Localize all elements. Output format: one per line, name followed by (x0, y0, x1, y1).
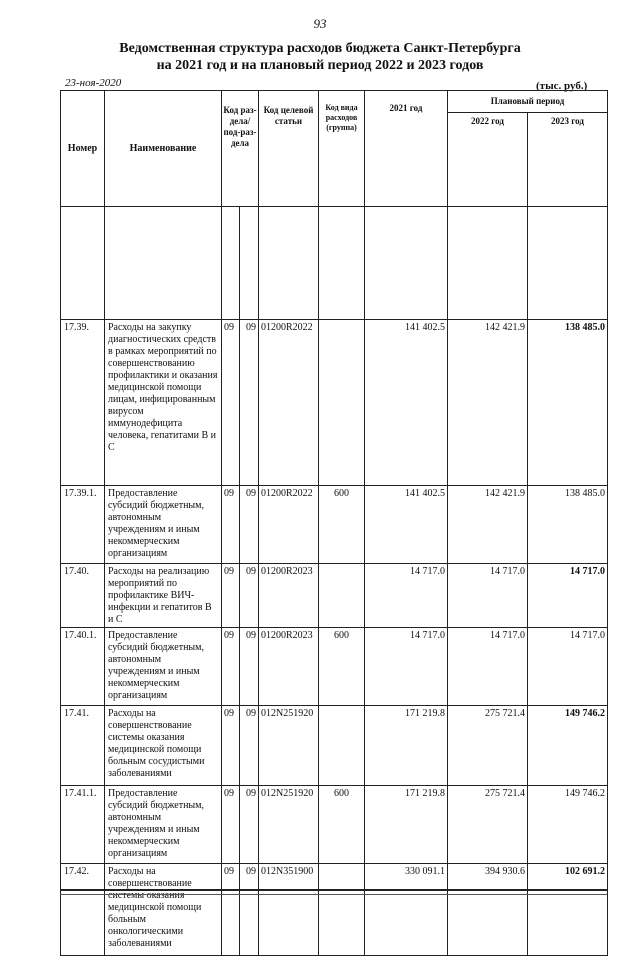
row-number: 17.42. (61, 864, 105, 956)
table-row (61, 564, 608, 628)
row-target-code: 012N251920 (259, 786, 319, 864)
row-amount-2021: 171 219.8 (365, 706, 448, 786)
row-expense-type (319, 320, 365, 486)
units-label: (тыс. руб.) (536, 80, 588, 92)
row-razdel: 09 (222, 564, 240, 628)
footer-rule-thick (60, 889, 607, 891)
row-razdel: 09 (222, 706, 240, 786)
row-expense-type (319, 706, 365, 786)
row-amount-2023: 138 485.0 (528, 486, 608, 564)
row-podrazdel: 09 (240, 628, 259, 706)
row-target-code: 01200R2023 (259, 628, 319, 706)
footer-rule-thin (60, 894, 607, 895)
row-name: Предоставление субсидий бюджетным, автономным учреждениям и иным некоммерческим организациям (105, 786, 222, 864)
row-razdel: 09 (222, 486, 240, 564)
row-name: Расходы на закупку диагностических средств в рамках мероприятий по совершенствованию профилактики и оказания медицинской помощи лицам, инфицированным вирусом иммунодефицита человека, гепатитами B и C (105, 320, 222, 486)
row-razdel: 09 (222, 864, 240, 956)
table-row (61, 706, 608, 786)
row-amount-2023: 138 485.0 (528, 320, 608, 486)
table-row (61, 486, 608, 564)
row-target-code: 01200R2022 (259, 486, 319, 564)
row-podrazdel: 09 (240, 486, 259, 564)
table-row (61, 864, 608, 956)
row-podrazdel: 09 (240, 320, 259, 486)
row-expense-type (319, 564, 365, 628)
row-razdel: 09 (222, 786, 240, 864)
header-expense-type-code: Код вида расходов (группа) (319, 91, 365, 207)
row-name: Расходы на совершенствование системы оказания медицинской помощи больным онкологическими заболеваниями (105, 864, 222, 956)
row-amount-2022: 275 721.4 (448, 706, 528, 786)
row-target-code: 012N251920 (259, 706, 319, 786)
row-number: 17.41. (61, 706, 105, 786)
spacer-cell (240, 207, 259, 320)
row-name: Предоставление субсидий бюджетным, автономным учреждениям и иным некоммерческим организациям (105, 628, 222, 706)
row-amount-2022: 14 717.0 (448, 628, 528, 706)
table-row (61, 786, 608, 864)
row-podrazdel: 09 (240, 864, 259, 956)
row-amount-2021: 14 717.0 (365, 564, 448, 628)
row-razdel: 09 (222, 320, 240, 486)
header-year-2022: 2022 год (448, 113, 528, 207)
row-number: 17.41.1. (61, 786, 105, 864)
header-planned-period: Плановый период (448, 91, 608, 113)
spacer-cell (222, 207, 240, 320)
table-row (61, 628, 608, 706)
row-amount-2022: 275 721.4 (448, 786, 528, 864)
row-podrazdel: 09 (240, 786, 259, 864)
row-amount-2022: 394 930.6 (448, 864, 528, 956)
header-year-2021: 2021 год (365, 91, 448, 207)
page-number: 93 (313, 16, 327, 31)
row-target-code: 01200R2023 (259, 564, 319, 628)
row-amount-2023: 14 717.0 (528, 564, 608, 628)
spacer-cell (448, 207, 528, 320)
row-name: Расходы на реализацию мероприятий по профилактике ВИЧ-инфекции и гепатитов B и C (105, 564, 222, 628)
document-date: 23-ноя-2020 (65, 77, 122, 89)
row-expense-type (319, 864, 365, 956)
row-expense-type: 600 (319, 486, 365, 564)
row-amount-2021: 141 402.5 (365, 486, 448, 564)
row-razdel: 09 (222, 628, 240, 706)
row-podrazdel: 09 (240, 706, 259, 786)
spacer-cell (105, 207, 222, 320)
spacer-cell (259, 207, 319, 320)
row-expense-type: 600 (319, 786, 365, 864)
row-number: 17.39. (61, 320, 105, 486)
budget-table-wrapper (60, 90, 608, 956)
row-podrazdel: 09 (240, 564, 259, 628)
spacer-cell (365, 207, 448, 320)
row-amount-2021: 171 219.8 (365, 786, 448, 864)
header-target-code: Код целевой статьи (259, 91, 319, 207)
row-number: 17.40.1. (61, 628, 105, 706)
row-amount-2023: 14 717.0 (528, 628, 608, 706)
row-amount-2022: 142 421.9 (448, 320, 528, 486)
header-name: Наименование (105, 91, 222, 207)
budget-table (60, 90, 608, 956)
row-number: 17.39.1. (61, 486, 105, 564)
header-section-code: Код раз-дела/ под-раз-дела (222, 91, 259, 207)
header-year-2023: 2023 год (528, 113, 608, 207)
spacer-cell (61, 207, 105, 320)
row-amount-2021: 330 091.1 (365, 864, 448, 956)
row-name: Расходы на совершенствование системы оказания медицинской помощи больным сосудистыми заболеваниями (105, 706, 222, 786)
row-expense-type: 600 (319, 628, 365, 706)
row-amount-2021: 14 717.0 (365, 628, 448, 706)
document-title (0, 40, 640, 74)
row-amount-2023: 149 746.2 (528, 706, 608, 786)
row-amount-2021: 141 402.5 (365, 320, 448, 486)
table-row (61, 320, 608, 486)
title-line-1: Ведомственная структура расходов бюджета Санкт-Петербурга (119, 41, 521, 56)
row-amount-2023: 149 746.2 (528, 786, 608, 864)
row-amount-2023: 102 691.2 (528, 864, 608, 956)
row-amount-2022: 142 421.9 (448, 486, 528, 564)
row-number: 17.40. (61, 564, 105, 628)
title-line-2: на 2021 год и на плановый период 2022 и 2023 годов (156, 58, 484, 73)
row-amount-2022: 14 717.0 (448, 564, 528, 628)
spacer-cell (319, 207, 365, 320)
spacer-cell (528, 207, 608, 320)
spacer-row (61, 207, 608, 320)
row-target-code: 012N351900 (259, 864, 319, 956)
row-target-code: 01200R2022 (259, 320, 319, 486)
row-name: Предоставление субсидий бюджетным, автономным учреждениям и иным некоммерческим организациям (105, 486, 222, 564)
header-number: Номер (61, 91, 105, 207)
